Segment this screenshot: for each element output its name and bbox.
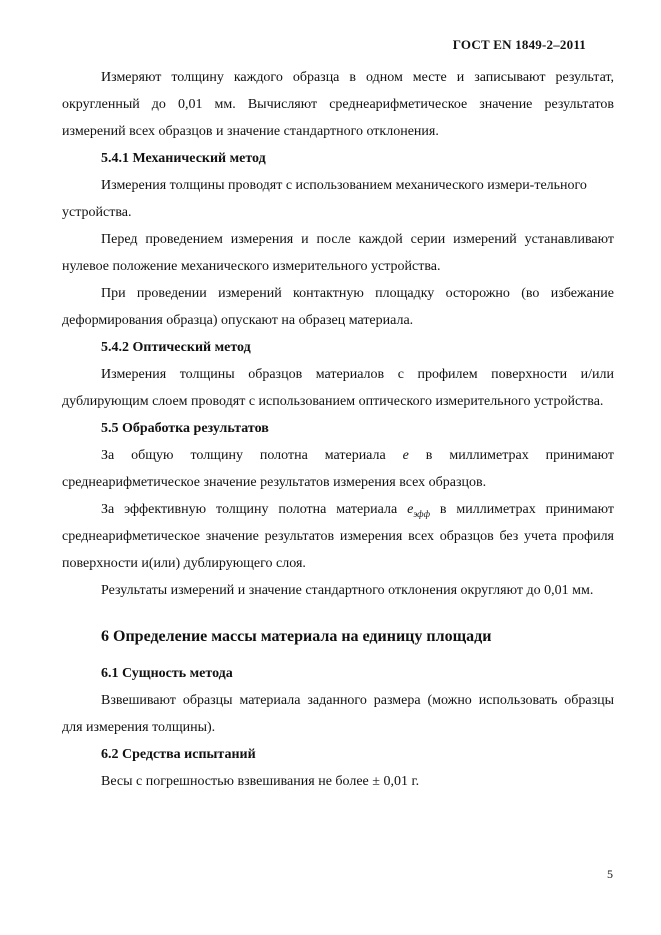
paragraph: устройства.	[62, 205, 132, 220]
paragraph: Весы с погрешностью взвешивания не более ± 0,01 г.	[101, 774, 420, 789]
text-run: За общую толщину полотна материала	[101, 448, 403, 463]
paragraph: При проведении измерений контактную площадку осторожно (во избежание деформирования образца) опускают на образец материала.	[62, 286, 614, 328]
paragraph: Перед проведением измерения и после каждой серии измерений устанавливают нулевое положение механического измерительного устройства.	[62, 232, 614, 274]
page-body	[62, 64, 614, 795]
section-heading-5-5: 5.5 Обработка результатов	[101, 421, 269, 436]
section-heading-6: 6 Определение массы материала на единицу площади	[101, 628, 492, 645]
paragraph	[62, 442, 614, 496]
paragraph: Измеряют толщину каждого образца в одном месте и записывают результат, округленный до 0,01 мм. Вычисляют среднеарифметическое значение результатов измерений всех образцов и значение стандартного отклонения.	[62, 70, 614, 139]
paragraph: Измерения толщины образцов материалов с профилем поверхности и/или дублирующим слоем проводят с использованием оптического измерительного устройства.	[62, 367, 614, 409]
thickness-symbol: e	[402, 448, 409, 463]
section-heading-6-1: 6.1 Сущность метода	[101, 666, 233, 681]
symbol-subscript: эфф	[413, 508, 430, 519]
text-run: За эффективную толщину полотна материала	[101, 502, 408, 517]
paragraph	[62, 496, 614, 577]
effective-thickness-symbol: e	[407, 502, 414, 517]
page-number: 5	[607, 867, 613, 881]
document-code-header: ГОСТ EN 1849-2–2011	[452, 37, 586, 52]
text-run: в миллиметрах принимают среднеарифметическое значение результатов измерения всех образцов.	[62, 448, 615, 490]
text-run: в миллиметрах принимают среднеарифметическое значение результатов измерения всех образцов без учета профиля поверхности и(или) дублирующего слоя.	[62, 502, 614, 571]
section-heading-5-4-2: 5.4.2 Оптический метод	[101, 340, 251, 355]
paragraph: Взвешивают образцы материала заданного размера (можно использовать образцы для измерения толщины).	[62, 693, 614, 735]
section-heading-6-2: 6.2 Средства испытаний	[101, 747, 256, 762]
paragraph: Измерения толщины проводят с использованием механического измери-тельного	[101, 178, 587, 193]
section-heading-5-4-1: 5.4.1 Механический метод	[101, 151, 266, 166]
paragraph: Результаты измерений и значение стандартного отклонения округляют до 0,01 мм.	[101, 583, 594, 598]
